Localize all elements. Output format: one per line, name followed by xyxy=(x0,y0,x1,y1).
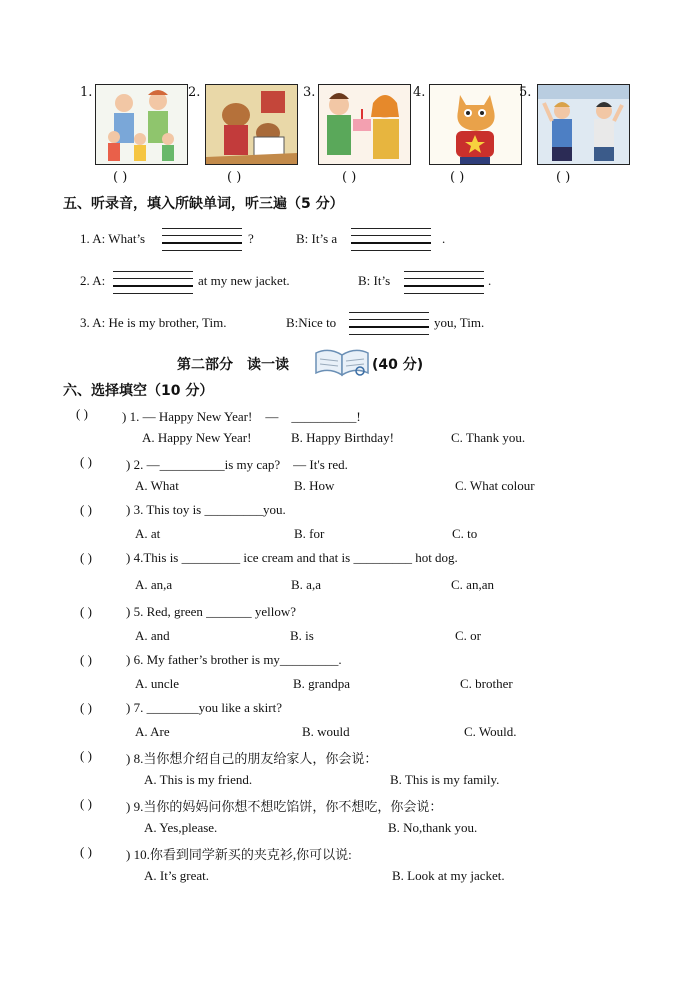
option-b[interactable]: B. would xyxy=(302,724,350,739)
answer-paren[interactable]: ( ) xyxy=(80,454,92,469)
option-b[interactable]: B. is xyxy=(290,628,314,643)
option-b[interactable]: B. Happy Birthday! xyxy=(291,430,394,445)
four-line-blank[interactable] xyxy=(351,222,431,251)
answer-paren[interactable]: ( ) xyxy=(76,406,88,421)
q2-b-prefix: B: It’s xyxy=(358,273,391,288)
answer-paren[interactable]: ( ) xyxy=(227,170,242,185)
answer-paren[interactable]: ( ) xyxy=(556,170,571,185)
option-a[interactable]: A. It’s great. xyxy=(144,868,209,883)
answer-paren[interactable]: ( ) xyxy=(450,170,465,185)
option-b[interactable]: B. Look at my jacket. xyxy=(392,868,505,883)
q1-a-suffix: ? xyxy=(248,231,254,246)
question-stem: ) 6. My father’s brother is my_________. xyxy=(126,652,342,667)
option-b[interactable]: B. No,thank you. xyxy=(388,820,478,835)
q2-a-suffix: at my new jacket. xyxy=(198,273,290,288)
question-stem: ) 7. ________you like a skirt? xyxy=(126,700,282,715)
answer-paren[interactable]: ( ) xyxy=(80,652,92,667)
picture-family xyxy=(95,84,188,165)
q3-b-suffix: you, Tim. xyxy=(434,315,485,330)
option-c[interactable]: C. brother xyxy=(460,676,513,691)
open-book-icon xyxy=(314,347,370,377)
q3-b-prefix: B:Nice to xyxy=(286,315,337,330)
option-a[interactable]: A. Are xyxy=(135,724,170,739)
question-stem: ) 4.This is _________ ice cream and that is _________ hot dog. xyxy=(126,550,458,565)
option-c[interactable]: C. to xyxy=(452,526,478,541)
option-c[interactable]: C. Thank you. xyxy=(451,430,526,445)
option-a[interactable]: A. What xyxy=(135,478,179,493)
picture-cat-star xyxy=(429,84,522,165)
answer-paren[interactable]: ( ) xyxy=(80,502,92,517)
option-b[interactable]: B. How xyxy=(294,478,335,493)
question-stem: ) 8.当你想介绍自己的朋友给家人，你会说： xyxy=(126,751,378,766)
option-c[interactable]: C. or xyxy=(455,628,481,643)
answer-paren[interactable]: ( ) xyxy=(80,700,92,715)
picture-number: 2. xyxy=(188,85,201,100)
picture-number: 1. xyxy=(80,85,93,100)
four-line-blank[interactable] xyxy=(404,265,484,294)
option-a[interactable]: A. at xyxy=(135,526,161,541)
option-a[interactable]: A. This is my friend. xyxy=(144,772,253,787)
question-stem: ) 2. —__________is my cap? — It's red. xyxy=(126,457,348,472)
q3-a-text: 3. A: He is my brother, Tim. xyxy=(80,315,227,330)
option-b[interactable]: B. a,a xyxy=(291,577,321,592)
q1-b-suffix: . xyxy=(442,231,446,246)
picture-number: 4. xyxy=(413,85,426,100)
answer-paren[interactable]: ( ) xyxy=(342,170,357,185)
four-line-blank[interactable] xyxy=(349,306,429,335)
option-a[interactable]: A. uncle xyxy=(135,676,180,691)
answer-paren[interactable]: ( ) xyxy=(113,170,128,185)
question-stem: ) 10.你看到同学新买的夹克衫,你可以说: xyxy=(126,847,352,862)
answer-paren[interactable]: ( ) xyxy=(80,844,92,859)
q1-b-prefix: B: It’s a xyxy=(296,231,338,246)
option-a[interactable]: A. Yes,please. xyxy=(144,820,218,835)
picture-kids-waving xyxy=(537,84,630,165)
answer-paren[interactable]: ( ) xyxy=(80,796,92,811)
option-a[interactable]: A. Happy New Year! xyxy=(142,430,252,445)
question-stem: ) 3. This toy is _________you. xyxy=(126,502,286,517)
option-a[interactable]: A. an,a xyxy=(135,577,173,592)
q2-a-prefix: 2. A: xyxy=(80,273,106,288)
option-c[interactable]: C. What colour xyxy=(455,478,535,493)
section-five-title: 五、听录音，填入所缺单词，听三遍（5 分） xyxy=(63,196,344,212)
part-two-score: (40 分) xyxy=(372,357,424,373)
picture-bear-reading xyxy=(205,84,298,165)
picture-cake-gift xyxy=(318,84,411,165)
q2-b-suffix: . xyxy=(488,273,492,288)
answer-paren[interactable]: ( ) xyxy=(80,748,92,763)
question-stem: ) 5. Red, green _______ yellow? xyxy=(126,604,297,619)
four-line-blank[interactable] xyxy=(113,265,193,294)
option-c[interactable]: C. Would. xyxy=(464,724,517,739)
option-a[interactable]: A. and xyxy=(135,628,170,643)
question-stem: ) 9.当你的妈妈问你想不想吃馅饼，你不想吃，你会说： xyxy=(126,799,443,814)
option-b[interactable]: B. for xyxy=(294,526,325,541)
answer-paren[interactable]: ( ) xyxy=(80,550,92,565)
picture-number: 3. xyxy=(303,85,316,100)
option-b[interactable]: B. This is my family. xyxy=(390,772,500,787)
part-two-title: 第二部分 读一读 xyxy=(177,357,289,373)
picture-number: 5. xyxy=(519,85,532,100)
answer-paren[interactable]: ( ) xyxy=(80,604,92,619)
q1-a-prefix: 1. A: What’s xyxy=(80,231,146,246)
four-line-blank[interactable] xyxy=(162,222,242,251)
question-stem: ) 1. — Happy New Year! — __________! xyxy=(122,409,361,424)
option-b[interactable]: B. grandpa xyxy=(293,676,351,691)
option-c[interactable]: C. an,an xyxy=(451,577,494,592)
section-six-title: 六、选择填空（10 分） xyxy=(63,383,214,399)
